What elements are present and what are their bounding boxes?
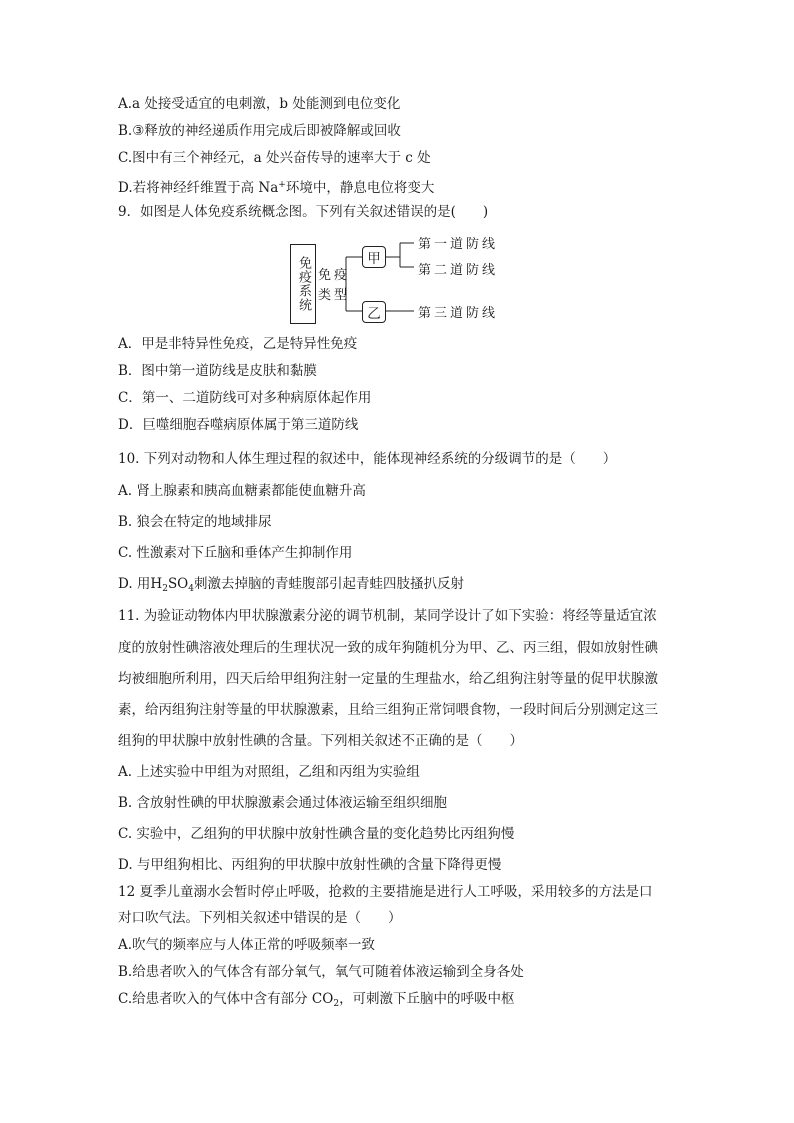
q11-option-a: A. 上述实验中甲组为对照组，乙组和丙组为实验组: [118, 764, 420, 780]
second-defense-line-label: 第二道防线: [418, 263, 499, 278]
q9-option-b: B．图中第一道防线是皮肤和黏膜: [118, 363, 317, 379]
jia-box: [362, 246, 386, 268]
immune-type-label-1: 免疫: [318, 268, 351, 283]
q12-option-b: B.给患者吹入的气体含有部分氧气，氧气可随着体液运输到全身各处: [118, 964, 524, 980]
q8-option-a: A.a 处接受适宜的电刺激，b 处能测到电位变化: [118, 96, 401, 112]
superscript: +: [278, 180, 286, 190]
q12-option-c: [118, 989, 515, 1014]
q11-option-d: D. 与甲组狗相比、丙组狗的甲状腺中放射性碘的含量下降得更慢: [118, 857, 502, 873]
q10-option-d-text-end: 刺激去掉脑的青蛙腹部引起青蛙四肢搔扒反射: [194, 576, 464, 592]
q9-stem: 9．如图是人体免疫系统概念图。下列有关叙述错误的是( ): [118, 204, 489, 220]
yi-label: 乙: [367, 306, 381, 322]
yi-box: [362, 301, 386, 323]
subscript: 2: [162, 584, 168, 594]
q10-option-d-formula: SO: [167, 576, 189, 592]
q10-option-c: C. 性激素对下丘脑和垂体产生抑制作用: [118, 545, 353, 561]
q10-option-a: A. 肾上腺素和胰高血糖素都能使血糖升高: [118, 483, 366, 499]
immune-system-label: 免疫系统: [296, 256, 311, 312]
q12-stem-line-2: 对口吹气法。下列相关叙述中错误的是（ ）: [118, 910, 402, 926]
immune-type-label-2: 类型: [318, 288, 351, 303]
q12-stem-line-1: 12 夏季儿童溺水会暂时停止呼吸，抢救的主要措施是进行人工呼吸，采用较多的方法是口: [118, 884, 653, 900]
q10-stem: 10. 下列对动物和人体生理过程的叙述中，能体现神经系统的分级调节的是（ ）: [118, 451, 617, 467]
subscript: 2: [333, 999, 340, 1009]
q11-option-c: C. 实验中，乙组狗的甲状腺中放射性碘含量的变化趋势比丙组狗慢: [118, 826, 515, 842]
immune-system-concept-diagram: [290, 237, 520, 324]
q11-stem-line-2: 度的放射性碘溶液处理后的生理状况一致的成年狗随机分为甲、乙、丙三组，假如放射性碘: [118, 640, 658, 656]
q10-option-b: B. 狼会在特定的地域排尿: [118, 514, 272, 530]
q9-option-a: A．甲是非特异性免疫，乙是特异性免疫: [118, 336, 358, 352]
q11-stem-line-1: 11. 为验证动物体内甲状腺激素分泌的调节机制，某同学设计了如下实验：将经等量适宜浓: [118, 608, 657, 624]
q11-stem-line-3: 均被细胞所利用，四天后给甲组狗注射一定量的生理盐水，给乙组狗注射等量的促甲状腺激: [118, 671, 658, 687]
q11-stem-line-4: 素，给丙组狗注射等量的甲状腺激素，且给三组狗正常饲喂食物，一段时间后分别测定这三: [118, 702, 658, 718]
q8-option-b: B.③释放的神经递质作用完成后即被降解或回收: [118, 123, 401, 139]
q12-option-a: A.吹气的频率应与人体正常的呼吸频率一致: [118, 937, 376, 953]
q12-option-c-text-end: ，可刺激下丘脑中的呼吸中枢: [339, 991, 515, 1007]
q9-option-d: D．巨噬细胞吞噬病原体属于第三道防线: [118, 417, 359, 433]
immune-system-box: [290, 244, 316, 324]
jia-label: 甲: [367, 251, 381, 267]
q11-stem-line-5: 组狗的甲状腺中放射性碘的含量。下列相关叙述不正确的是（ ）: [118, 733, 523, 749]
first-defense-line-label: 第一道防线: [418, 237, 499, 252]
q11-option-b: B. 含放射性碘的甲状腺激素会通过体液运输至组织细胞: [118, 795, 448, 811]
q8-option-d: [118, 175, 434, 198]
subscript: 4: [188, 584, 194, 594]
q10-option-d-text: D. 用H: [118, 576, 163, 592]
third-defense-line-label: 第三道防线: [418, 306, 499, 321]
q8-option-c: C.图中有三个神经元，a 处兴奋传导的速率大于 c 处: [118, 150, 431, 166]
q8-option-d-text: D.若将神经纤维置于高 Na: [118, 180, 279, 196]
q10-option-d: [118, 574, 464, 599]
q8-option-d-text-end: 环境中，静息电位将变大: [285, 180, 435, 196]
q9-option-c: C．第一、二道防线可对多种病原体起作用: [118, 390, 372, 406]
q12-option-c-text: C.给患者吹入的气体中含有部分 CO: [118, 991, 334, 1007]
